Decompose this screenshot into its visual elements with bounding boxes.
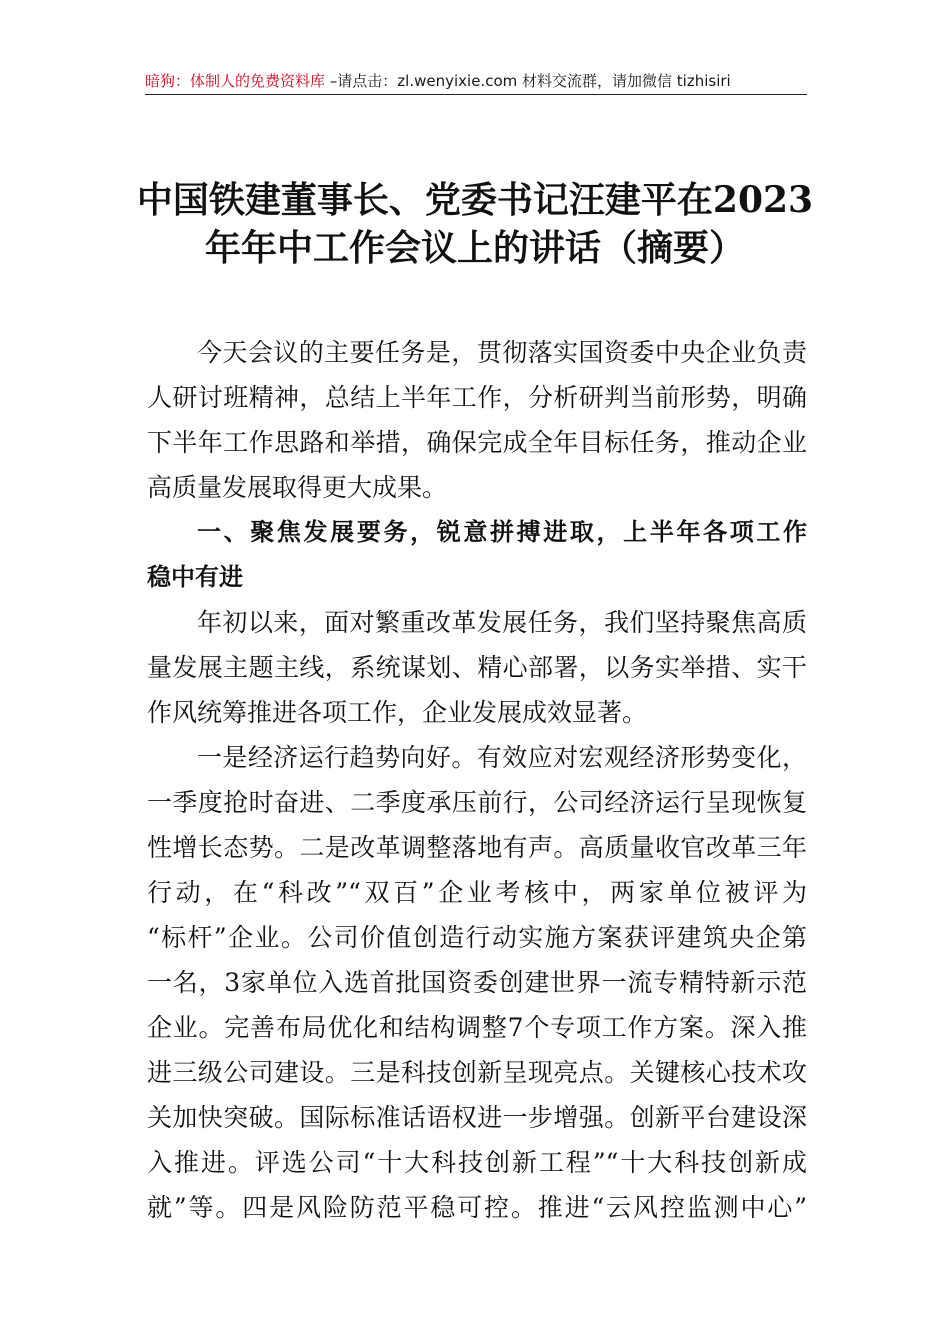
header-divider [145,94,807,95]
paragraph-achievements [147,735,807,1230]
text-line: 一名，3家单位入选首批国资委创建世界一流专精特新示范 [147,968,807,997]
text-line: 下半年工作思路和举措，确保完成全年目标任务，推动企业 [147,428,807,457]
text-line: 年初以来，面对繁重改革发展任务，我们坚持聚焦高质 [197,608,807,637]
text-line: 入推进。评选公司“十大科技创新工程”“十大科技创新成 [147,1148,807,1177]
header-link-text[interactable]: –请点击：zl.wenyixie.com [329,72,518,90]
text-line: 作风统筹推进各项工作，企业发展成效显著。 [147,698,648,727]
text-line: “标杆”企业。公司价值创造行动实施方案获评建筑央企第 [147,923,807,952]
title-line-1: 中国铁建董事长、党委书记汪建平在2023 [136,179,814,221]
header-wechat-note: 材料交流群，请加微信 tizhisiri [522,72,731,90]
text-line: 人研讨班精神，总结上半年工作，分析研判当前形势，明确 [147,383,807,412]
text-line: 量发展主题主线，系统谋划、精心部署，以务实举措、实干 [147,653,807,682]
paragraph-intro [147,330,807,510]
text-line: 行动，在“科改”“双百”企业考核中，两家单位被评为 [147,878,807,907]
text-line: 今天会议的主要任务是，贯彻落实国资委中央企业负责 [197,338,807,367]
text-line: 一季度抢时奋进、二季度承压前行，公司经济运行呈现恢复 [147,788,807,817]
document-title [130,176,820,272]
heading-line: 一、聚焦发展要务，锐意拼搏进取，上半年各项工作 [197,518,807,546]
document-body [147,330,807,1230]
paragraph-overview [147,600,807,735]
text-line: 高质量发展取得更大成果。 [147,473,448,502]
heading-line: 稳中有进 [147,563,243,591]
section-heading-1 [147,510,807,600]
text-line: 进三级公司建设。三是科技创新呈现亮点。关键核心技术攻 [147,1058,807,1087]
title-line-2: 年年中工作会议上的讲话（摘要） [204,227,745,269]
text-line: 一是经济运行趋势向好。有效应对宏观经济形势变化， [197,743,807,772]
text-line: 关加快突破。国际标准话语权进一步增强。创新平台建设深 [147,1103,807,1132]
text-line: 企业。完善布局优化和结构调整7个专项工作方案。深入推 [147,1013,807,1042]
header-site-name: 暗狗：体制人的免费资料库 [145,72,326,90]
text-line: 就”等。四是风险防范平稳可控。推进“云风控监测中心” [147,1193,807,1222]
text-line: 性增长态势。二是改革调整落地有声。高质量收官改革三年 [147,833,807,862]
